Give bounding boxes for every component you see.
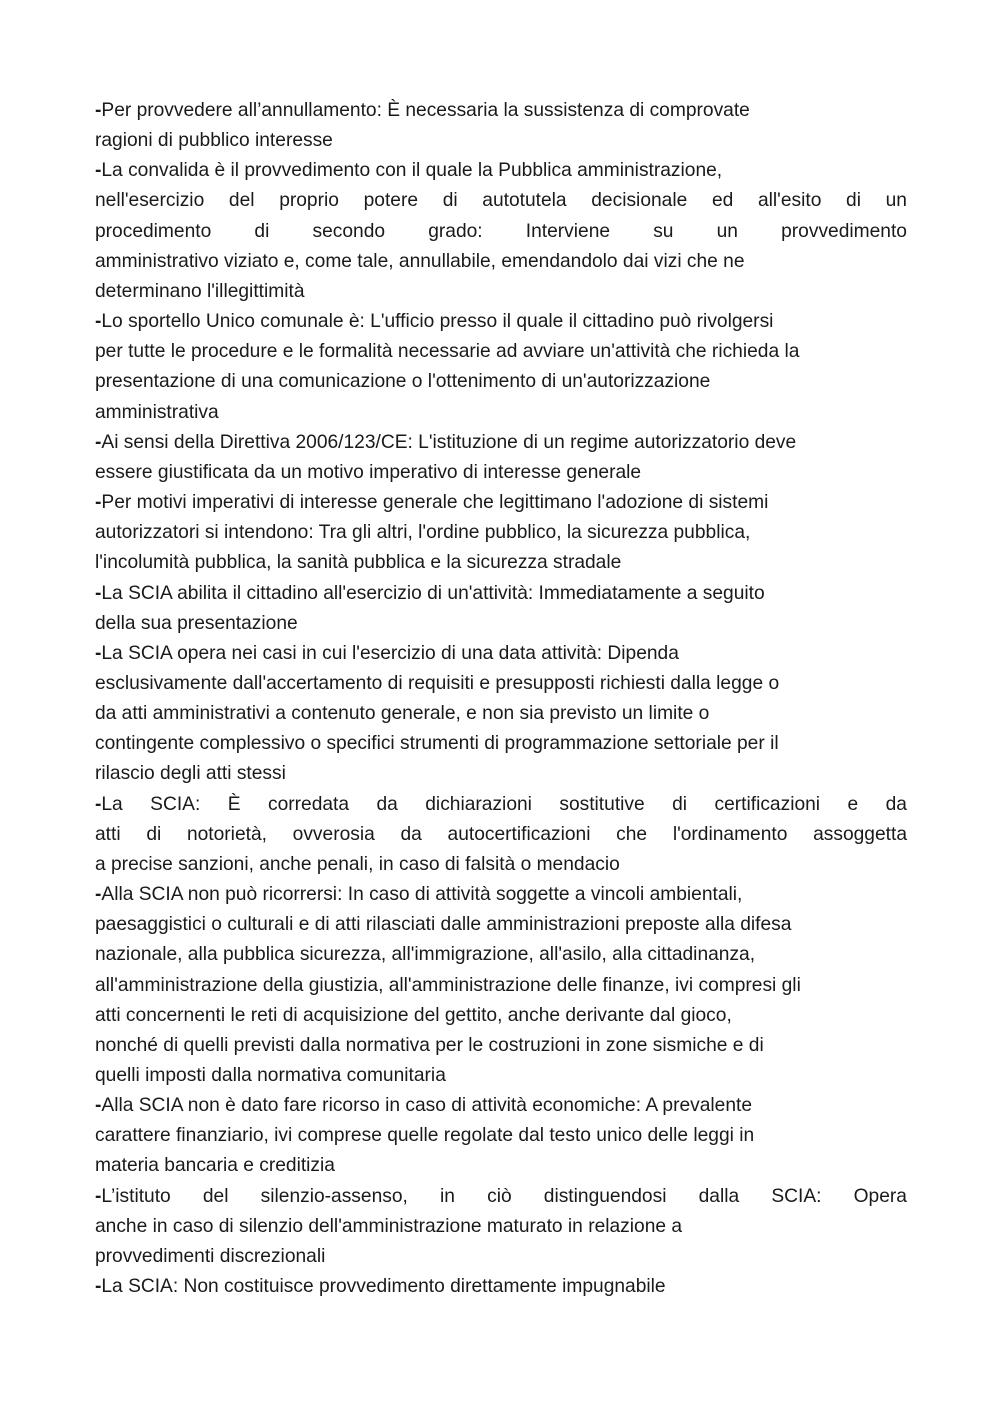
- text-line: a precise sanzioni, anche penali, in caso di falsità o mendacio: [95, 853, 620, 875]
- text-line: atti concernenti le reti di acquisizione del gettito, anche derivante dal gioco,: [95, 1004, 732, 1026]
- text-line: -La convalida è il provvedimento con il quale la Pubblica amministrazione,: [95, 160, 723, 182]
- list-item: [95, 579, 907, 639]
- text-line: -La SCIA opera nei casi in cui l'esercizio di una data attività: Dipenda: [95, 642, 679, 664]
- text-line: -La SCIA: È corredata da dichiarazioni sostitutive di certificazioni e da: [95, 793, 907, 815]
- text-line: l'incolumità pubblica, la sanità pubblica e la sicurezza stradale: [95, 552, 622, 574]
- text-line: nazionale, alla pubblica sicurezza, all'immigrazione, all'asilo, alla cittadinanza,: [95, 944, 756, 966]
- text-line: della sua presentazione: [95, 612, 298, 634]
- list-item: [95, 1272, 907, 1302]
- text-line: paesaggistici o culturali e di atti rilasciati dalle amministrazioni preposte alla difesa: [95, 914, 792, 936]
- text-line: determinano l'illegittimità: [95, 280, 305, 302]
- text-line: anche in caso di silenzio dell'amministrazione maturato in relazione a: [95, 1215, 683, 1237]
- text-line: autorizzatori si intendono: Tra gli altri, l'ordine pubblico, la sicurezza pubblica,: [95, 522, 751, 544]
- list-item: [95, 1182, 907, 1272]
- text-line: amministrativo viziato e, come tale, annullabile, emendandolo dai vizi che ne: [95, 250, 745, 272]
- text-line: nell'esercizio del proprio potere di autotutela decisionale ed all'esito di un: [95, 190, 907, 212]
- text-line: materia bancaria e creditizia: [95, 1155, 335, 1177]
- list-item: [95, 488, 907, 578]
- text-line: carattere finanziario, ivi comprese quelle regolate dal testo unico delle leggi in: [95, 1125, 755, 1147]
- text-line: -Ai sensi della Direttiva 2006/123/CE: L'istituzione di un regime autorizzatorio deve: [95, 431, 797, 453]
- list-item: [95, 790, 907, 880]
- entry-list: [95, 96, 907, 1302]
- list-item: [95, 1091, 907, 1181]
- text-line: -Alla SCIA non è dato fare ricorso in caso di attività economiche: A prevalente: [95, 1095, 753, 1117]
- text-line: ragioni di pubblico interesse: [95, 130, 333, 152]
- text-line: procedimento di secondo grado: Interviene su un provvedimento: [95, 220, 907, 242]
- text-line: per tutte le procedure e le formalità necessarie ad avviare un'attività che richieda la: [95, 341, 800, 363]
- list-item: [95, 639, 907, 790]
- text-line: presentazione di una comunicazione o l'ottenimento di un'autorizzazione: [95, 371, 711, 393]
- text-line: da atti amministrativi a contenuto generale, e non sia previsto un limite o: [95, 703, 710, 725]
- text-line: -Per provvedere all’annullamento: È necessaria la sussistenza di comprovate: [95, 100, 750, 121]
- list-item: [95, 880, 907, 1091]
- text-line: atti di notorietà, ovverosia da autocertificazioni che l'ordinamento assoggetta: [95, 823, 907, 845]
- text-line: rilascio degli atti stessi: [95, 763, 286, 785]
- text-line: -Per motivi imperativi di interesse generale che legittimano l'adozione di sistemi: [95, 492, 769, 514]
- list-item: [95, 428, 907, 488]
- text-line: -L’istituto del silenzio-assenso, in ciò distinguendosi dalla SCIA: Opera: [95, 1185, 907, 1207]
- text-line: -La SCIA abilita il cittadino all'esercizio di un'attività: Immediatamente a seguito: [95, 582, 765, 604]
- text-line: quelli imposti dalla normativa comunitaria: [95, 1065, 446, 1086]
- text-line: esclusivamente dall'accertamento di requisiti e presupposti richiesti dalla legge o: [95, 672, 780, 694]
- text-line: amministrativa: [95, 401, 219, 423]
- text-line: contingente complessivo o specifici strumenti di programmazione settoriale per il: [95, 733, 779, 755]
- list-item: [95, 96, 907, 156]
- list-item: [95, 156, 907, 307]
- text-line: -La SCIA: Non costituisce provvedimento direttamente impugnabile: [95, 1276, 666, 1298]
- text-line: -Alla SCIA non può ricorrersi: In caso di attività soggette a vincoli ambientali,: [95, 884, 743, 906]
- text-line: -Lo sportello Unico comunale è: L'ufficio presso il quale il cittadino può rivolgersi: [95, 311, 774, 333]
- text-line: nonché di quelli previsti dalla normativa per le costruzioni in zone sismiche e di: [95, 1034, 764, 1056]
- document-page: [95, 96, 907, 1302]
- text-line: all'amministrazione della giustizia, all'amministrazione delle finanze, ivi compresi gli: [95, 974, 801, 996]
- text-line: essere giustificata da un motivo imperativo di interesse generale: [95, 461, 642, 483]
- list-item: [95, 307, 907, 428]
- text-line: provvedimenti discrezionali: [95, 1245, 326, 1267]
